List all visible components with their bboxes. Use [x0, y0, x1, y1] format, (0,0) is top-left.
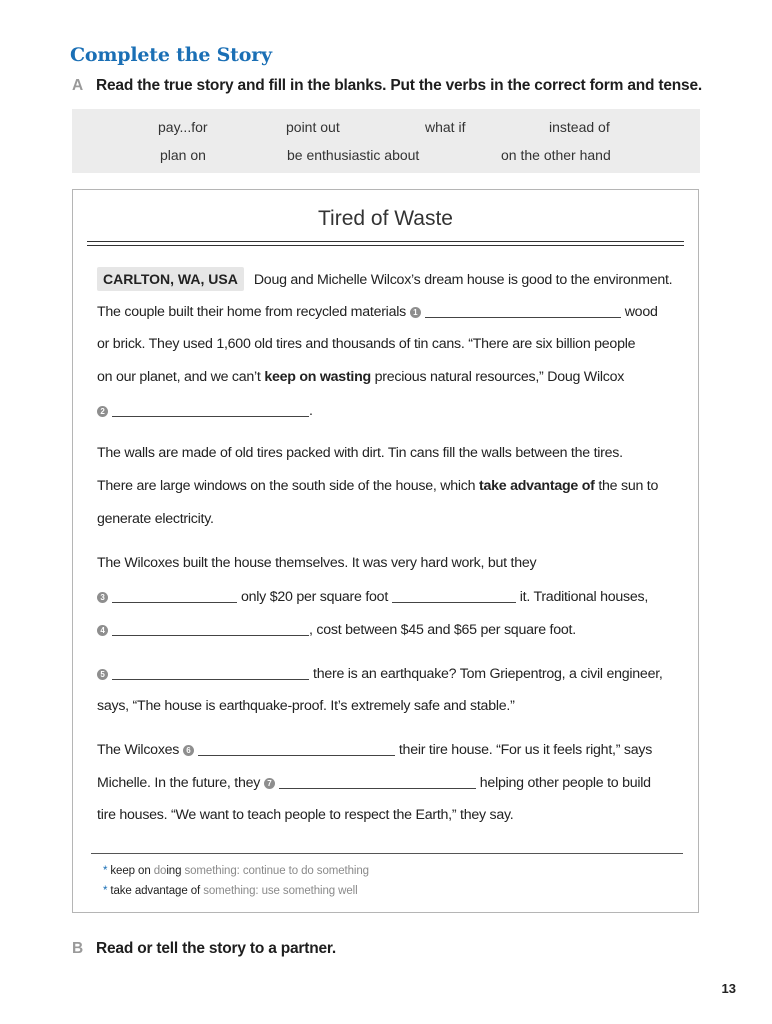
exercise-a-instruction — [72, 77, 702, 95]
blank-number: 5 — [97, 669, 108, 680]
exercise-b-text: Read or tell the story to a partner. — [96, 940, 336, 957]
story-line: 3 only $20 per square foot it. Traditional houses, — [97, 588, 648, 605]
blank-number: 7 — [264, 778, 275, 789]
glossary-rule — [91, 853, 683, 854]
story-line: The Wilcoxes built the house themselves. It was very hard work, but they — [97, 555, 537, 571]
exercise-a-letter: A — [72, 77, 83, 94]
blank-number: 1 — [410, 307, 421, 318]
story-line: The walls are made of old tires packed with dirt. Tin cans fill the walls between the tires. — [97, 445, 623, 461]
exercise-b-instruction — [72, 940, 336, 958]
story-line: or brick. They used 1,600 old tires and thousands of tin cans. “There are six billion people — [97, 336, 636, 352]
vocab-bold: keep on wasting — [264, 369, 371, 385]
story-line: says, “The house is earthquake-proof. It’s extremely safe and stable.” — [97, 698, 515, 714]
story-box — [72, 189, 699, 913]
blank-number: 3 — [97, 592, 108, 603]
star-icon: * — [103, 865, 108, 877]
story-line: 5 there is an earthquake? Tom Griepentrog, a civil engineer, — [97, 665, 663, 682]
fill-in-blank[interactable] — [198, 741, 395, 756]
exercise-b-letter: B — [72, 940, 83, 957]
fill-in-blank[interactable] — [112, 588, 237, 603]
fill-in-blank[interactable] — [112, 621, 309, 636]
story-line: CARLTON, WA, USA Doug and Michelle Wilcox’s dream house is good to the environment. — [97, 267, 672, 291]
glossary-item: * keep on doing something: continue to do something — [103, 865, 369, 877]
title-rule-top — [87, 241, 684, 242]
fill-in-blank[interactable] — [279, 774, 476, 789]
page-number: 13 — [721, 981, 736, 996]
vocab-bold: take advantage of — [479, 478, 595, 494]
fill-in-blank[interactable] — [425, 303, 621, 318]
story-line: on our planet, and we can’t keep on wasting precious natural resources,” Doug Wilcox — [97, 369, 625, 385]
story-line: The Wilcoxes 6 their tire house. “For us it feels right,” says — [97, 742, 653, 758]
section-title: Complete the Story — [70, 44, 272, 66]
fill-in-blank[interactable] — [112, 402, 309, 417]
title-rule-bottom — [87, 245, 684, 246]
word-bank-item: what if — [425, 119, 466, 135]
word-bank-item: plan on — [160, 147, 206, 163]
story-line: There are large windows on the south side of the house, which take advantage of the sun to — [97, 478, 659, 494]
story-title: Tired of Waste — [318, 207, 453, 230]
story-line: 4 , cost between $45 and $65 per square foot. — [97, 621, 576, 638]
word-bank — [72, 109, 700, 173]
word-bank-item: instead of — [549, 119, 610, 135]
star-icon: * — [103, 885, 108, 897]
blank-number: 4 — [97, 625, 108, 636]
fill-in-blank[interactable] — [392, 588, 516, 603]
dateline-tag: CARLTON, WA, USA — [97, 267, 244, 291]
blank-number: 2 — [97, 406, 108, 417]
exercise-a-text: Read the true story and fill in the blanks. Put the verbs in the correct form and tense. — [96, 77, 702, 94]
word-bank-item: on the other hand — [501, 147, 611, 163]
word-bank-item: pay...for — [158, 119, 208, 135]
word-bank-item: be enthusiastic about — [287, 147, 420, 163]
fill-in-blank[interactable] — [112, 665, 309, 680]
word-bank-item: point out — [286, 119, 340, 135]
story-line: generate electricity. — [97, 511, 214, 527]
story-line: tire houses. “We want to teach people to respect the Earth,” they say. — [97, 807, 514, 823]
story-line: Michelle. In the future, they 7 helping other people to build — [97, 775, 651, 791]
story-line: 2 . — [97, 402, 313, 419]
story-line: The couple built their home from recycled materials 1 wood — [97, 304, 658, 320]
blank-number: 6 — [183, 745, 194, 756]
glossary-item: * take advantage of something: use something well — [103, 885, 358, 897]
